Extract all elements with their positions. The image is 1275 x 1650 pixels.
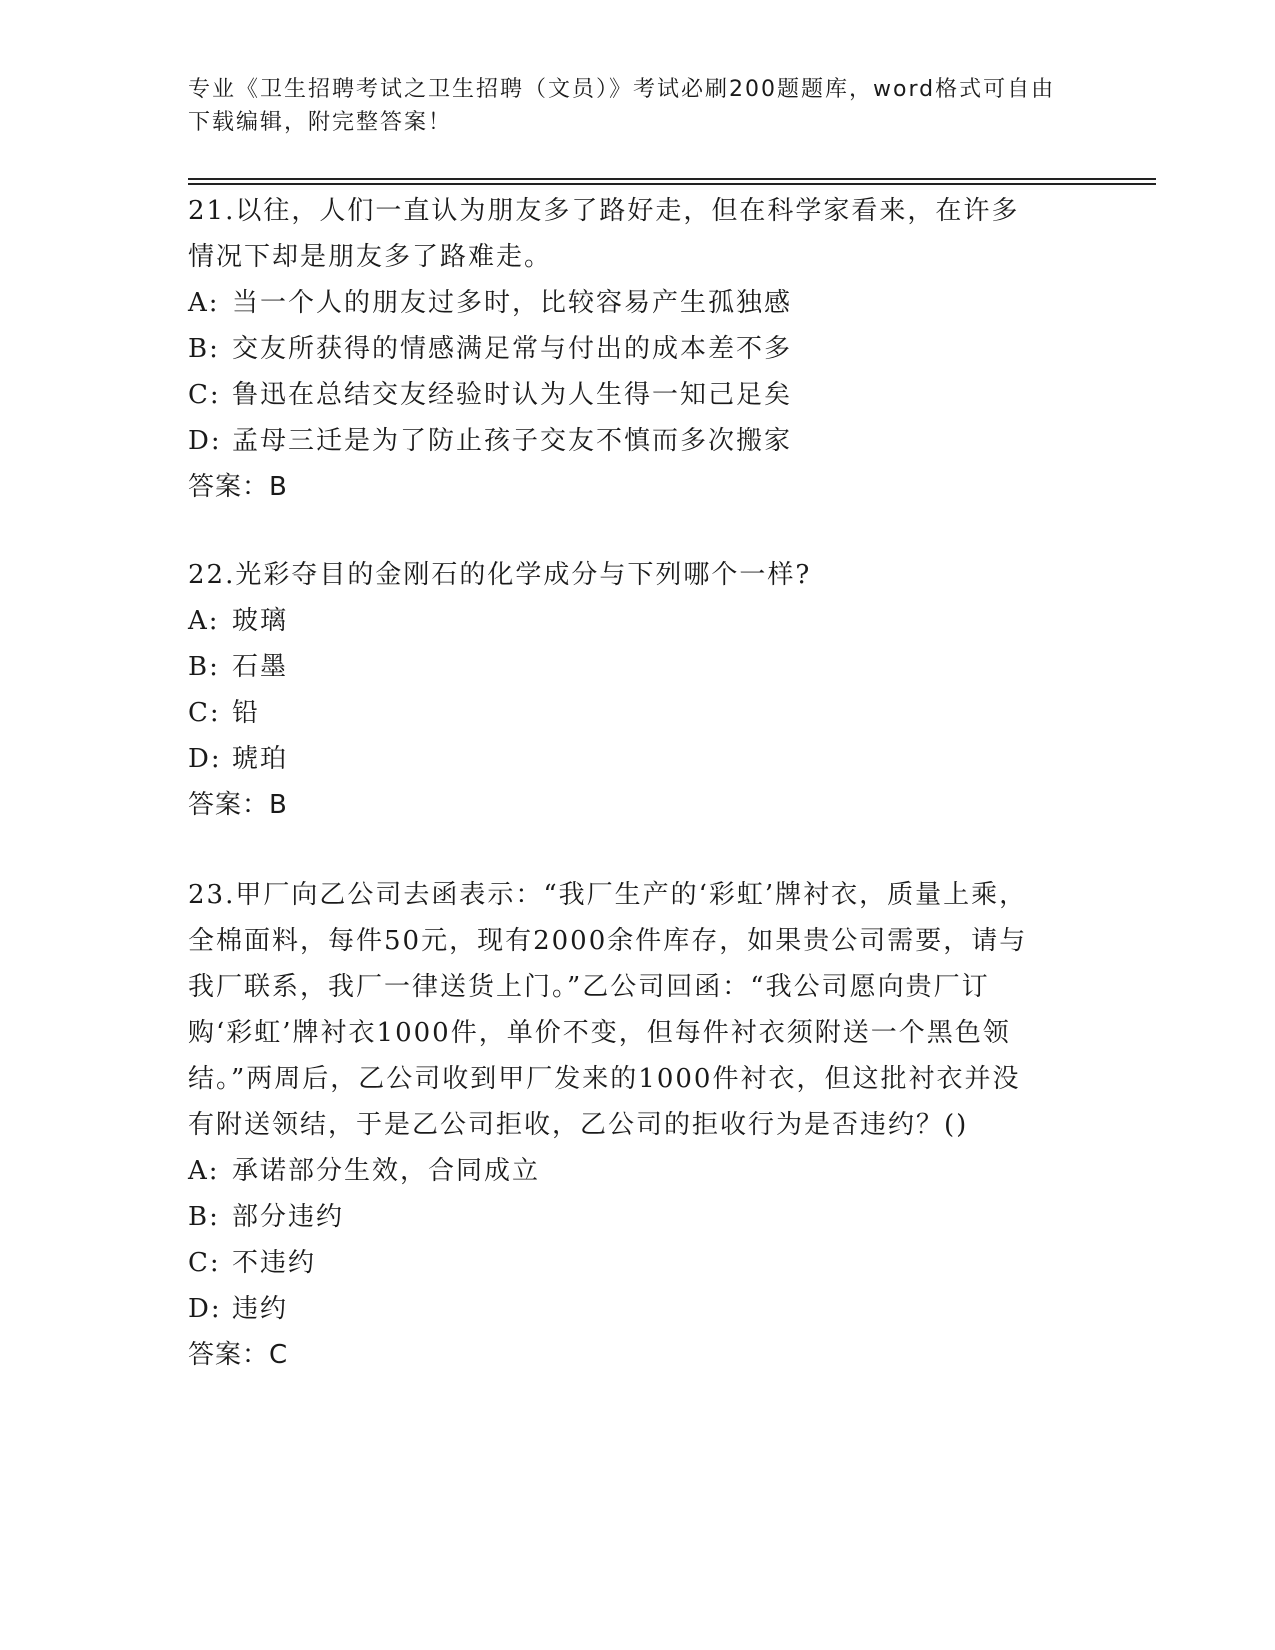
option-text: 当一个人的朋友过多时，比较容易产生孤独感 (232, 288, 793, 318)
option-letter: C: (188, 698, 221, 728)
option-letter: B: (188, 652, 220, 682)
option-b (188, 1194, 1088, 1240)
option-c (188, 372, 1088, 418)
answer-label: 答案：B (188, 790, 288, 820)
answer-label: 答案：C (188, 1340, 289, 1370)
option-text: 承诺部分生效，合同成立 (232, 1156, 541, 1186)
option-letter: B: (188, 334, 220, 364)
option-d (188, 736, 1088, 782)
option-c (188, 1240, 1088, 1286)
option-text: 玻璃 (232, 606, 289, 636)
option-text: 铅 (232, 698, 261, 728)
option-a (188, 280, 1088, 326)
answer-label: 答案：B (188, 472, 288, 502)
question-stem: 23.甲厂向乙公司去函表示：“我厂生产的‘彩虹’牌衬衣，质量上乘，全棉面料，每件50元，现有2000余件库存，如果贵公司需要，请与我厂联系，我厂一律送货上门。”乙公司回函：“我公司愿向贵厂订购‘彩虹’牌衬衣1000件，单价不变，但每件衬衣须附送一个黑色领结。”两周后，乙公司收到甲厂发来的1000件衬衣，但这批衬衣并没有附送领结，于是乙公司拒收，乙公司的拒收行为是否违约？() (188, 880, 1028, 1140)
option-letter: C: (188, 380, 221, 410)
option-letter: A: (188, 288, 220, 318)
question-stem: 21.以往，人们一直认为朋友多了路好走，但在科学家看来，在许多情况下却是朋友多了路难走。 (188, 196, 1020, 272)
question-stem: 22.光彩夺目的金刚石的化学成分与下列哪个一样? (188, 560, 812, 590)
option-letter: D: (188, 1294, 222, 1324)
option-a (188, 598, 1088, 644)
option-d (188, 418, 1088, 464)
option-text: 交友所获得的情感满足常与付出的成本差不多 (232, 334, 793, 364)
option-b (188, 326, 1088, 372)
option-letter: A: (188, 1156, 220, 1186)
option-text: 石墨 (232, 652, 289, 682)
document-header: 专业《卫生招聘考试之卫生招聘（文员）》考试必刷200题题库，word格式可自由下载编辑，附完整答案！ (188, 77, 1056, 135)
question-22 (188, 552, 1088, 828)
option-c (188, 690, 1088, 736)
option-text: 部分违约 (232, 1202, 345, 1232)
option-text: 孟母三迁是为了防止孩子交友不慎而多次搬家 (232, 426, 793, 456)
option-a (188, 1148, 1088, 1194)
option-b (188, 644, 1088, 690)
option-letter: D: (188, 744, 222, 774)
option-text: 琥珀 (232, 744, 289, 774)
option-letter: D: (188, 426, 222, 456)
question-23 (188, 872, 1088, 1378)
option-text: 违约 (232, 1294, 289, 1324)
option-letter: B: (188, 1202, 220, 1232)
option-letter: C: (188, 1248, 221, 1278)
option-d (188, 1286, 1088, 1332)
header-divider-bottom (188, 183, 1156, 185)
option-text: 不违约 (232, 1248, 317, 1278)
option-text: 鲁迅在总结交友经验时认为人生得一知己足矣 (232, 380, 793, 410)
option-letter: A: (188, 606, 220, 636)
question-21 (188, 188, 1088, 510)
header-divider-top (188, 178, 1156, 180)
